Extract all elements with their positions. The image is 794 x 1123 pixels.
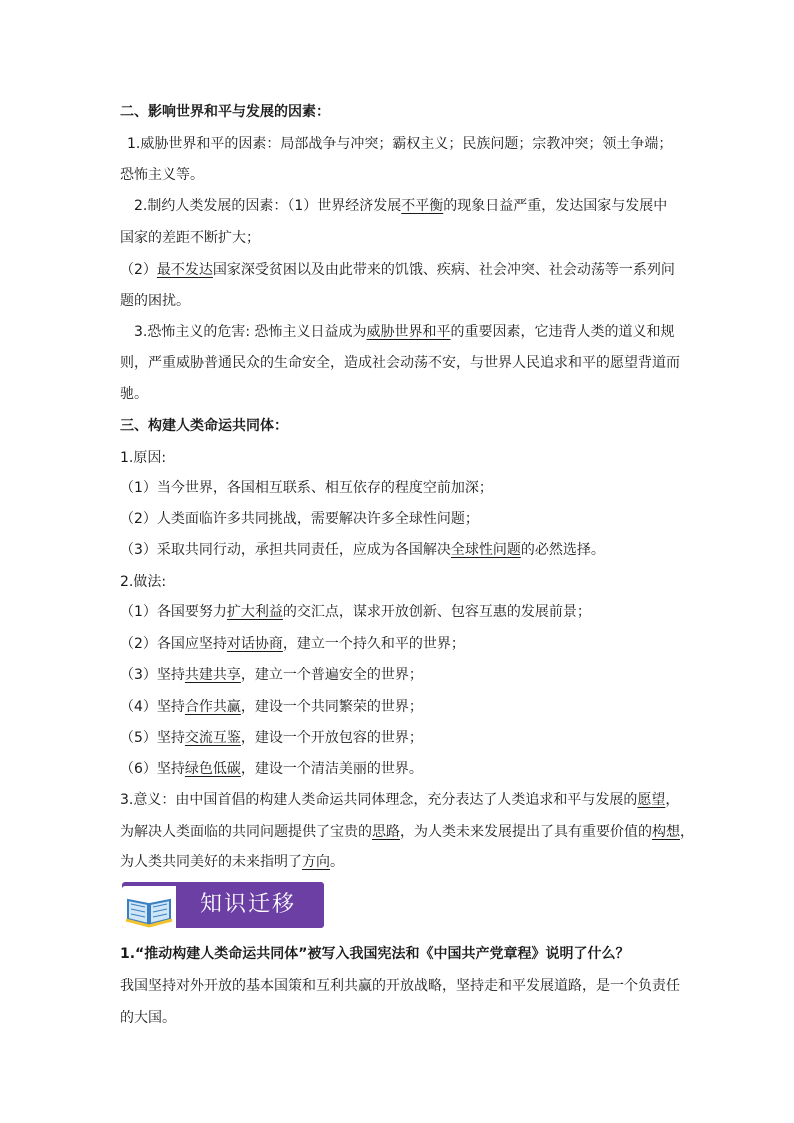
text: ，建设一个清洁美丽的世界。: [240, 761, 423, 777]
list-item: （1）当今世界，各国相互联系、相互依存的程度空前加深；: [120, 480, 493, 496]
question: 1.“推动构建人类命运共同体”被写入我国宪法和《中国共产党章程》说明了什么？: [120, 946, 630, 962]
paragraph: 则，严重威胁普通民众的生命安全，造成社会动荡不安，与世界人民追求和平的愿望背道而: [120, 355, 680, 371]
text: 的现象日益严重，发达国家与发展中: [443, 198, 668, 214]
underlined-keyword: 不平衡: [401, 198, 444, 214]
answer: 我国坚持对外开放的基本国策和互利共赢的开放战略，坚持走和平发展道路，是一个负责任: [120, 978, 680, 994]
paragraph: [120, 260, 680, 280]
list-item: [120, 728, 680, 748]
list-item: [120, 602, 680, 622]
text: （4）坚持: [120, 699, 185, 715]
section-3-heading: 三、构建人类命运共同体：: [120, 418, 288, 434]
text: 2.制约人类发展的因素：（1）世界经济发展: [134, 198, 402, 214]
text: （2）各国应坚持: [120, 636, 227, 652]
underlined-keyword: 思路: [372, 824, 400, 840]
text: （1）各国要努力: [120, 604, 227, 620]
text: 为人类共同美好的未来指明了: [120, 854, 302, 870]
subheading-reason: 1.原因:: [120, 450, 167, 466]
text: 。: [330, 854, 344, 870]
text: ，建立一个持久和平的世界；: [282, 636, 465, 652]
text: （3）坚持: [120, 667, 185, 683]
list-item: [120, 540, 680, 560]
underlined-keyword: 愿望: [637, 792, 666, 808]
text: ，为人类未来发展提出了具有重要价值的: [400, 824, 652, 840]
text: 的重要因素，它违背人类的道义和规: [450, 324, 675, 340]
underlined-keyword: 对话协商: [226, 636, 283, 652]
paragraph: 国家的差距不断扩大；: [120, 230, 260, 246]
underlined-keyword: 方向: [302, 854, 330, 870]
text: 3.意义：由中国首倡的构建人类命运共同体理念，充分表达了人类追求和平与发展的: [120, 792, 638, 808]
text: 的交汇点，谋求开放创新、包容互惠的发展前景；: [282, 604, 591, 620]
text: （5）坚持: [120, 730, 185, 746]
underlined-keyword: 全球性问题: [450, 542, 521, 558]
text: （2）: [120, 262, 157, 278]
text: （3）采取共同行动，承担共同责任，应成为各国解决: [120, 542, 451, 558]
list-item: [120, 697, 680, 717]
underlined-keyword: 共建共享: [184, 667, 241, 683]
paragraph: [120, 852, 680, 872]
paragraph: 题的困扰。: [120, 293, 190, 309]
list-item: [120, 665, 680, 685]
paragraph: 驰。: [120, 386, 148, 402]
banner-title: 知识迁移: [200, 892, 297, 917]
paragraph: 恐怖主义等。: [120, 167, 204, 183]
paragraph: 1.威胁世界和平的因素：局部战争与冲突；霸权主义；民族问题；宗教冲突；领土争端；: [127, 136, 673, 152]
section-2-heading: 二、影响世界和平与发展的因素：: [120, 104, 330, 120]
underlined-keyword: 交流互鉴: [184, 730, 241, 746]
subheading-method: 2.做法:: [120, 574, 167, 590]
underlined-keyword: 威胁世界和平: [366, 324, 451, 340]
open-book-icon: [122, 886, 176, 928]
underlined-keyword: 扩大利益: [226, 604, 283, 620]
text: ，: [680, 824, 694, 840]
paragraph: [120, 790, 680, 810]
list-item: [120, 634, 680, 654]
underlined-keyword: 合作共赢: [184, 699, 241, 715]
text: 3.恐怖主义的危害: 恐怖主义日益成为: [134, 324, 367, 340]
paragraph: [134, 322, 694, 342]
underlined-keyword: 构想: [652, 824, 680, 840]
text: ，: [665, 792, 680, 808]
knowledge-transfer-banner: [122, 882, 324, 928]
underlined-keyword: 最不发达: [156, 262, 213, 278]
text: 为解决人类面临的共同问题提供了宝贵的: [120, 824, 372, 840]
text: ，建立一个普遍安全的世界；: [240, 667, 423, 683]
text: （6）坚持: [120, 761, 185, 777]
list-item: （2）人类面临许多共同挑战，需要解决许多全球性问题；: [120, 511, 479, 527]
underlined-keyword: 绿色低碳: [184, 761, 241, 777]
answer: 的大国。: [120, 1010, 176, 1026]
list-item: [120, 759, 680, 779]
text: ，建设一个开放包容的世界；: [240, 730, 423, 746]
text: ，建设一个共同繁荣的世界；: [240, 699, 423, 715]
paragraph: [120, 822, 694, 842]
paragraph: [134, 196, 694, 216]
text: 国家深受贫困以及由此带来的饥饿、疾病、社会冲突、社会动荡等一系列问: [212, 262, 675, 278]
text: 的必然选择。: [520, 542, 605, 558]
